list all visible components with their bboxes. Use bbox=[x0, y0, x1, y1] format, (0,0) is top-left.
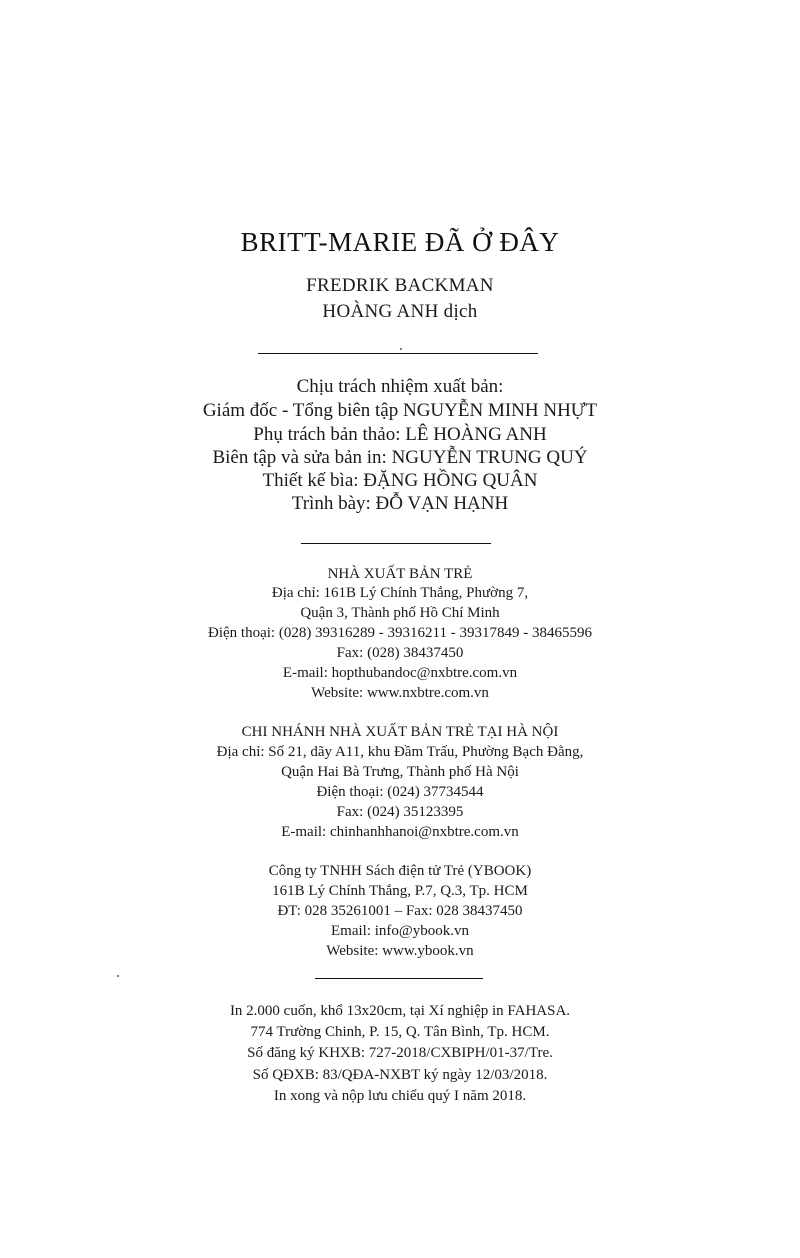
ybook-address: 161B Lý Chính Thắng, P.7, Q.3, Tp. HCM bbox=[272, 883, 528, 899]
book-title: BRITT-MARIE ĐÃ Ở ĐÂY bbox=[240, 227, 560, 257]
printing-line-3: Số đăng ký KHXB: 727-2018/CXBIPH/01-37/Tre. bbox=[247, 1045, 553, 1061]
printing-line-1: In 2.000 cuốn, khổ 13x20cm, tại Xí nghiệp in FAHASA. bbox=[229, 1003, 571, 1019]
branch-address-2: Quận Hai Bà Trưng, Thành phố Hà Nội bbox=[281, 764, 519, 780]
branch-email: E-mail: chinhanhhanoi@nxbtre.com.vn bbox=[281, 824, 519, 840]
publisher-address-1: Địa chỉ: 161B Lý Chính Thắng, Phường 7, bbox=[271, 585, 529, 601]
divider-middle bbox=[301, 543, 491, 544]
publisher-name: NHÀ XUẤT BẢN TRẺ bbox=[327, 566, 473, 582]
publisher-fax: Fax: (028) 38437450 bbox=[336, 645, 464, 661]
publisher-email: E-mail: hopthubandoc@nxbtre.com.vn bbox=[282, 665, 518, 681]
ybook-name: Công ty TNHH Sách điện tử Trẻ (YBOOK) bbox=[268, 863, 532, 879]
margin-speck bbox=[117, 975, 119, 977]
printing-line-4: Số QĐXB: 83/QĐA-NXBT ký ngày 12/03/2018. bbox=[252, 1067, 548, 1083]
ybook-website: Website: www.ybook.vn bbox=[326, 943, 474, 959]
responsibility-editor: Biên tập và sửa bản in: NGUYỄN TRUNG QUÝ bbox=[212, 447, 588, 468]
printing-line-5: In xong và nộp lưu chiểu quý I năm 2018. bbox=[273, 1088, 527, 1104]
branch-fax: Fax: (024) 35123395 bbox=[336, 804, 464, 820]
responsibility-heading: Chịu trách nhiệm xuất bản: bbox=[296, 376, 504, 397]
responsibility-director: Giám đốc - Tổng biên tập NGUYỄN MINH NHỰT bbox=[202, 400, 598, 421]
responsibility-manuscript: Phụ trách bản thảo: LÊ HOÀNG ANH bbox=[253, 424, 547, 445]
publisher-phone: Điện thoại: (028) 39316289 - 39316211 - 39317849 - 38465596 bbox=[208, 625, 592, 641]
branch-phone: Điện thoại: (024) 37734544 bbox=[316, 784, 484, 800]
printing-line-2: 774 Trường Chinh, P. 15, Q. Tân Bình, Tp. HCM. bbox=[250, 1024, 550, 1040]
publisher-website: Website: www.nxbtre.com.vn bbox=[311, 685, 489, 701]
divider-bottom bbox=[315, 978, 483, 979]
divider-top bbox=[258, 353, 538, 354]
branch-name: CHI NHÁNH NHÀ XUẤT BẢN TRẺ TẠI HÀ NỘI bbox=[241, 724, 559, 740]
book-translator: HOÀNG ANH dịch bbox=[322, 301, 478, 322]
book-author: FREDRIK BACKMAN bbox=[306, 275, 494, 296]
responsibility-layout: Trình bày: ĐỖ VẠN HẠNH bbox=[291, 493, 509, 514]
speck-mark bbox=[400, 348, 402, 350]
ybook-email: Email: info@ybook.vn bbox=[331, 923, 469, 939]
publisher-address-2: Quận 3, Thành phố Hồ Chí Minh bbox=[300, 605, 500, 621]
responsibility-cover: Thiết kế bìa: ĐẶNG HỒNG QUÂN bbox=[262, 470, 538, 491]
branch-address-1: Địa chỉ: Số 21, dãy A11, khu Đầm Trấu, Phường Bạch Đằng, bbox=[216, 744, 584, 760]
ybook-phone-fax: ĐT: 028 35261001 – Fax: 028 38437450 bbox=[277, 903, 523, 919]
